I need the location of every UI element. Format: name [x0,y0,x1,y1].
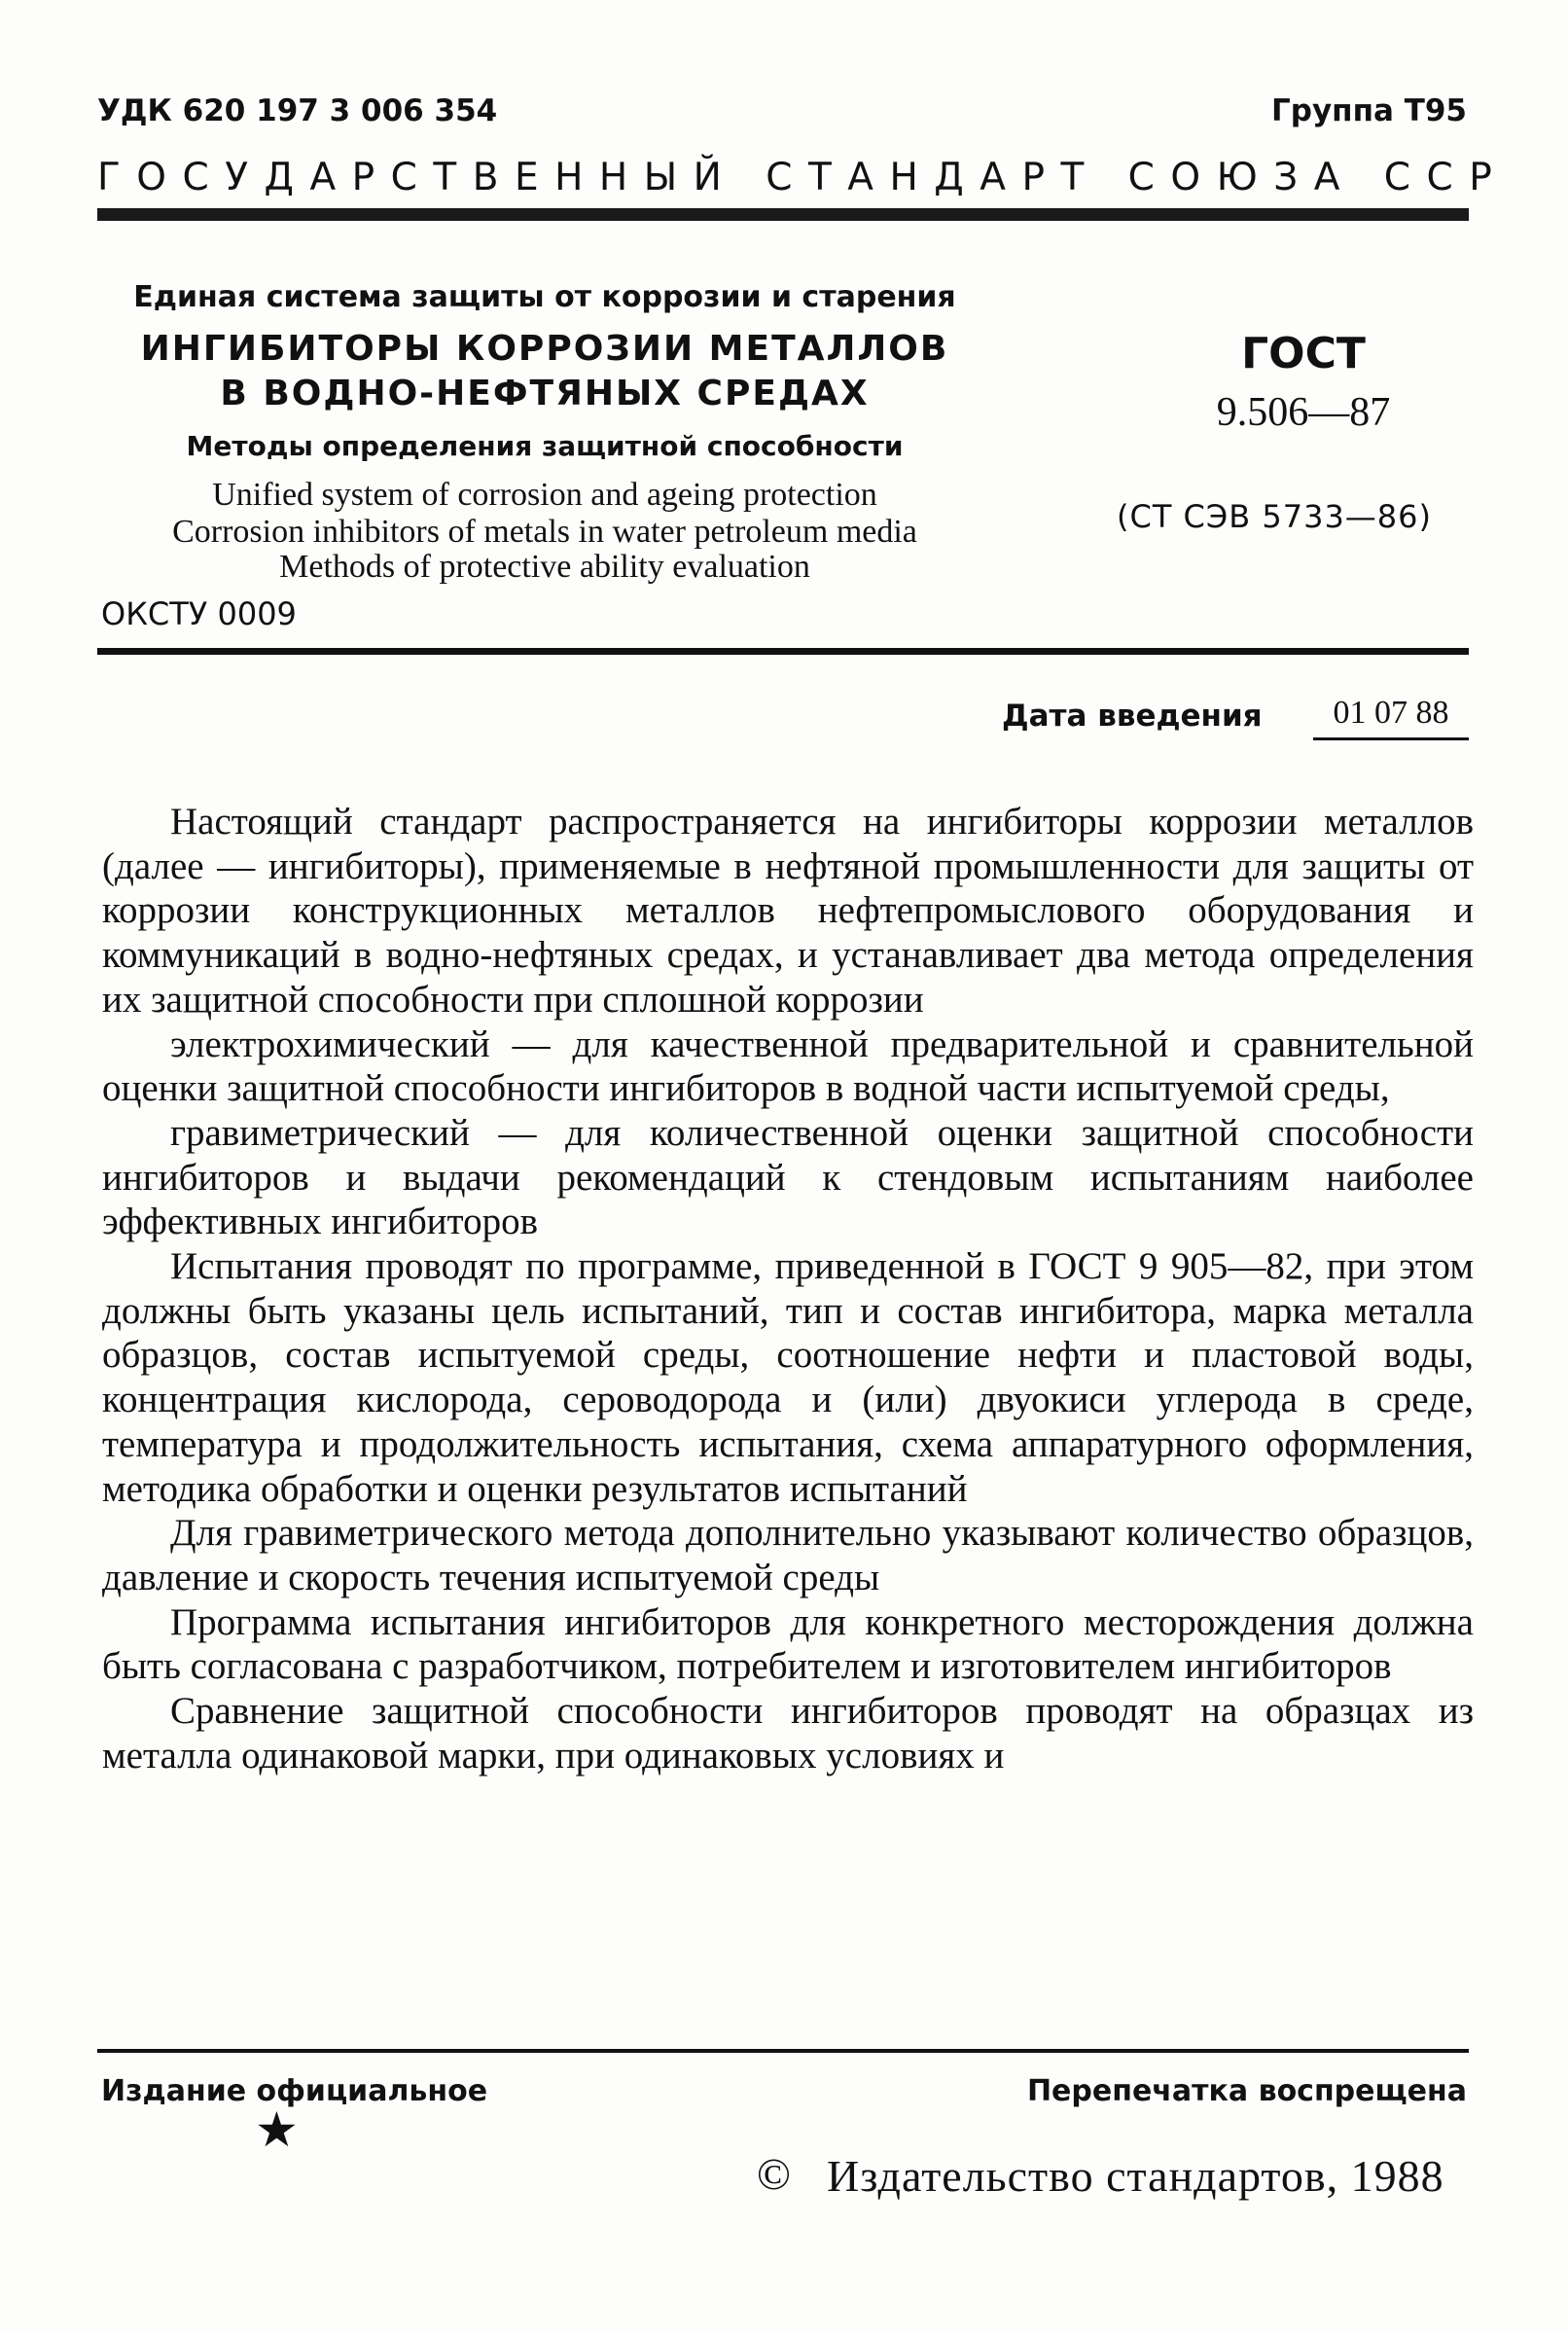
english-title-line-2: Corrosion inhibitors of metals in water petroleum media [172,514,917,550]
gost-label: ГОСТ [1241,329,1366,378]
group-code: Группа Т95 [1271,93,1467,128]
copyright-icon: © [757,2149,791,2199]
okstu-code: ОКСТУ 0009 [101,595,297,632]
body-text [102,800,1474,1777]
document-title-line-1: ИНГИБИТОРЫ КОРРОЗИИ МЕТАЛЛОВ [140,329,949,369]
star-icon: ★ [255,2101,299,2158]
english-title-line-3: Methods of protective ability evaluation [279,549,810,585]
paragraph-scope: Настоящий стандарт распространяется на ингибиторы коррозии металлов (далее — ингибиторы), применяемые в нефтяной промышленности для защиты от коррозии конструкционных металлов нефтепромыслового оборудования и коммуникаций в водно-нефтяных средах, и устанавливает два метода определения их защитной способности при сплошной коррозии [102,801,1474,1021]
footer-rule [97,2049,1469,2053]
paragraph-electrochemical: электрохимический — для качественной предварительной и сравнительной оценки защитной способности ингибиторов в водной части испытуемой среды, [102,1023,1474,1110]
paragraph-gravimetric: гравиметрический — для количественной оценки защитной способности ингибиторов и выдачи рекомендаций к стендовым испытаниям наиболее эффективных ингибиторов [102,1111,1474,1243]
state-standard-banner: ГОСУДАРСТВЕННЫЙ СТАНДАРТ СОЮЗА ССР [97,156,1509,199]
english-title-line-1: Unified system of corrosion and ageing protection [212,477,877,513]
system-name: Единая система защиты от коррозии и старения [133,280,956,314]
paragraph-comparison: Сравнение защитной способности ингибиторов проводят на образцах из металла одинаковой марки, при одинаковых условиях и [102,1690,1474,1777]
document-subtitle: Методы определения защитной способности [186,430,904,462]
official-edition: Издание официальное [101,2074,488,2108]
sev-standard: (СТ СЭВ 5733—86) [1117,498,1432,535]
title-block-rule [97,648,1469,655]
document-title-line-2: В ВОДНО-НЕФТЯНЫХ СРЕДАХ [220,374,870,413]
paragraph-program-approval: Программа испытания ингибиторов для конкретного месторождения должна быть согласована с разработчиком, потребителем и изготовителем ингибиторов [102,1600,1474,1688]
banner-rule [97,208,1469,221]
paragraph-test-program: Испытания проводят по программе, приведенной в ГОСТ 9 905—82, при этом должны быть указаны цель испытаний, тип и состав ингибитора, марка металла образцов, состав испытуемой среды, соотношение нефти и пластовой воды, концентрация кислорода, сероводорода и (или) двуокиси углерода в среде, температура и продолжительность испытания, схема аппаратурного оформления, методика обработки и оценки результатов испытаний [102,1245,1474,1510]
udk-code: УДК 620 197 3 006 354 [97,93,498,128]
publisher-line: Издательство стандартов, 1988 [827,2151,1444,2201]
gost-number: 9.506—87 [1216,390,1391,435]
intro-date-value: 01 07 88 [1313,695,1469,740]
paragraph-gravimetric-extra: Для гравиметрического метода дополнительно указывают количество образцов, давление и скорость течения испытуемой среды [102,1512,1474,1598]
intro-date-label: Дата введения [1002,699,1263,734]
reprint-prohibited: Перепечатка воспрещена [1026,2074,1467,2108]
